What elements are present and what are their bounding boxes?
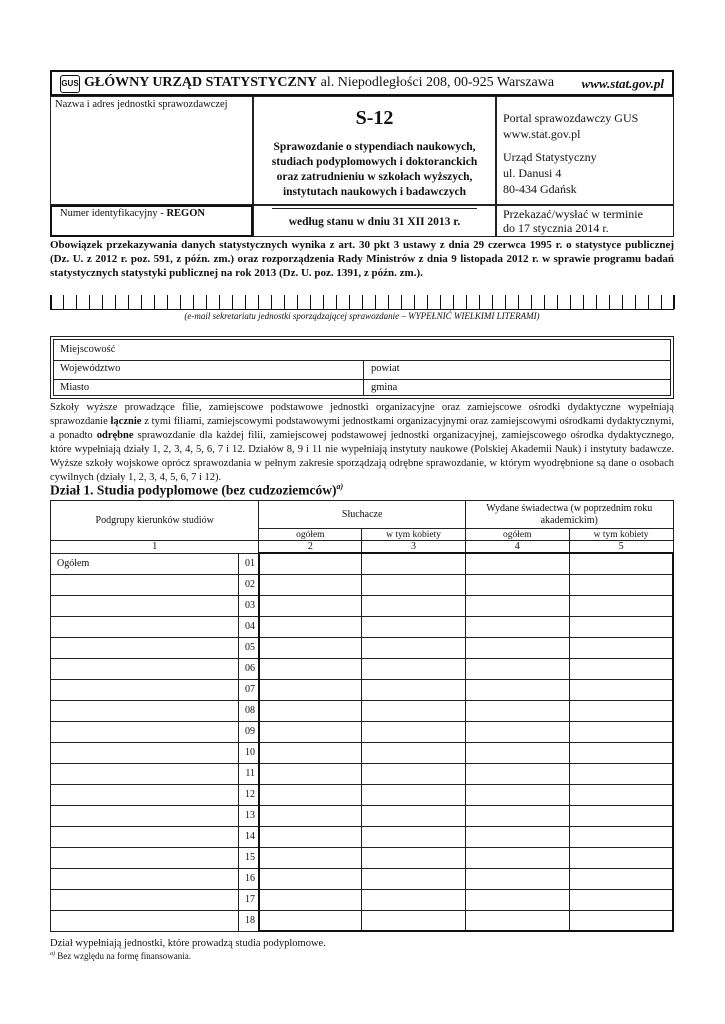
data-cell[interactable] (259, 889, 362, 910)
email-char-tick (557, 295, 558, 309)
email-field[interactable] (50, 294, 674, 310)
form-title-panel (253, 96, 496, 205)
row-label (51, 763, 239, 784)
note-mid: z tymi filiami, zamiejscowymi podstawowymi jednostkami organizacyjnymi oraz zamiejscowymi ośrodkami dydaktycznymi, a ponadto (50, 416, 674, 441)
office-name: GŁÓWNY URZĄD STATYSTYCZNY (84, 75, 318, 90)
email-char-tick (518, 295, 519, 309)
row-label (51, 826, 239, 847)
data-cell[interactable] (465, 910, 569, 931)
row-label (51, 637, 239, 658)
miejscowosc-label: Miejscowość (60, 344, 116, 355)
email-char-tick (232, 295, 233, 309)
note-bold-1: łącznie (110, 416, 142, 427)
row-number: 11 (239, 763, 259, 784)
data-cell[interactable] (259, 742, 362, 763)
row-number: 06 (239, 658, 259, 679)
email-char-tick (544, 295, 545, 309)
data-cell[interactable] (259, 595, 362, 616)
data-cell[interactable] (259, 700, 362, 721)
data-cell[interactable] (465, 826, 569, 847)
email-char-tick (128, 295, 129, 309)
office-line3: 80-434 Gdańsk (503, 182, 577, 196)
data-cell[interactable] (569, 679, 673, 700)
row-number: 16 (239, 868, 259, 889)
row-number: 07 (239, 679, 259, 700)
website: www.stat.gov.pl (581, 76, 664, 91)
data-cell[interactable] (259, 784, 362, 805)
row-number: 04 (239, 616, 259, 637)
form-title: Sprawozdanie o stypendiach naukowych, studiach podyplomowych i doktoranckich oraz zatrudnieniu w szkołach wyższych, instytutach naukowych i badawczych (271, 141, 478, 198)
footer-note-2-text: Bez względu na formę finansowania. (55, 951, 191, 961)
data-cell[interactable] (465, 616, 569, 637)
email-char-tick (401, 295, 402, 309)
data-cell[interactable] (569, 805, 673, 826)
regon-label: Numer identyfikacyjny - (60, 208, 167, 219)
data-cell[interactable] (259, 805, 362, 826)
row-number: 14 (239, 826, 259, 847)
data-cell[interactable] (569, 742, 673, 763)
email-char-tick (388, 295, 389, 309)
form-code: S-12 (355, 107, 394, 129)
data-cell[interactable] (465, 700, 569, 721)
data-cell[interactable] (569, 910, 673, 931)
powiat-field[interactable] (363, 360, 670, 380)
deadline-line2: do 17 stycznia 2014 r. (503, 221, 609, 235)
data-cell[interactable] (569, 553, 673, 574)
gus-logo-text: GUS (61, 79, 79, 88)
table-row (51, 700, 674, 721)
deadline-line1: Przekazać/wysłać w terminie (503, 207, 643, 221)
row-label (51, 616, 239, 637)
col-number-4: 4 (465, 541, 569, 554)
table-row (51, 595, 674, 616)
email-char-tick (323, 295, 324, 309)
data-cell[interactable] (569, 889, 673, 910)
data-cell[interactable] (465, 763, 569, 784)
regon-field[interactable] (50, 205, 253, 237)
email-char-tick (219, 295, 220, 309)
data-cell[interactable] (259, 553, 362, 574)
unit-name-label: Nazwa i adres jednostki sprawozdawczej (55, 99, 228, 110)
table-row (51, 616, 674, 637)
note-pre: Szkoły wyższe prowadzące filie, zamiejscowe podstawowe jednostki organizacyjne oraz zamiejscowe ośrodki dydaktyczne wypełniają sprawozdanie (50, 402, 674, 427)
unit-name-field[interactable] (50, 96, 253, 205)
col-group-header: Podgrupy kierunków studiów (51, 501, 259, 541)
col-number-2: 2 (259, 541, 362, 554)
row-number: 08 (239, 700, 259, 721)
row-label (51, 784, 239, 805)
row-label (51, 889, 239, 910)
row-number: 05 (239, 637, 259, 658)
table-row (51, 574, 674, 595)
email-char-tick (661, 295, 662, 309)
row-label (51, 658, 239, 679)
table-row (51, 721, 674, 742)
row-label (51, 805, 239, 826)
email-char-tick (76, 295, 77, 309)
data-cell[interactable] (465, 553, 569, 574)
header-bar (50, 70, 674, 96)
email-char-tick (167, 295, 168, 309)
row-label (51, 595, 239, 616)
row-number: 02 (239, 574, 259, 595)
email-char-tick (297, 295, 298, 309)
data-cell[interactable] (569, 595, 673, 616)
row-number: 17 (239, 889, 259, 910)
email-char-tick (414, 295, 415, 309)
students-header: Słuchacze (259, 501, 465, 529)
data-cell[interactable] (362, 679, 466, 700)
table-row (51, 889, 674, 910)
row-label (51, 910, 239, 931)
email-char-tick (193, 295, 194, 309)
email-char-tick (492, 295, 493, 309)
email-char-tick (427, 295, 428, 309)
powiat-label: powiat (371, 363, 400, 374)
data-cell[interactable] (465, 721, 569, 742)
section-title-text: Dział 1. Studia podyplomowe (bez cudzoziemców) (50, 482, 337, 498)
gmina-label: gmina (371, 382, 398, 393)
row-number: 15 (239, 847, 259, 868)
email-char-tick (89, 295, 90, 309)
data-cell[interactable] (465, 784, 569, 805)
data-cell[interactable] (362, 700, 466, 721)
data-cell[interactable] (362, 658, 466, 679)
data-cell[interactable] (362, 910, 466, 931)
diplomas-header: Wydane świadectwa (w poprzednim roku akademickim) (465, 501, 673, 529)
table-row (51, 679, 674, 700)
row-label (51, 679, 239, 700)
col-number-1: 1 (51, 541, 259, 554)
data-cell[interactable] (569, 826, 673, 847)
postgraduate-table (50, 500, 674, 932)
deadline-cell (496, 205, 674, 237)
email-char-tick (375, 295, 376, 309)
data-cell[interactable] (465, 658, 569, 679)
email-char-tick (63, 295, 64, 309)
data-cell[interactable] (362, 595, 466, 616)
row-label: Ogółem (51, 553, 239, 574)
row-label (51, 847, 239, 868)
data-cell[interactable] (362, 742, 466, 763)
data-cell[interactable] (465, 847, 569, 868)
table-row (51, 763, 674, 784)
data-cell[interactable] (465, 679, 569, 700)
row-label (51, 700, 239, 721)
data-cell[interactable] (465, 574, 569, 595)
data-cell[interactable] (465, 868, 569, 889)
data-cell[interactable] (569, 637, 673, 658)
office-panel (496, 96, 674, 205)
data-cell[interactable] (362, 805, 466, 826)
row-label (51, 742, 239, 763)
note-bold-2: odrębne (96, 430, 134, 441)
email-char-tick (635, 295, 636, 309)
data-cell[interactable] (362, 847, 466, 868)
office-line2: ul. Danusi 4 (503, 166, 562, 180)
data-cell[interactable] (259, 721, 362, 742)
email-char-tick (245, 295, 246, 309)
footer-note-1: Dział wypełniają jednostki, które prowadzą studia podyplomowe. (50, 938, 326, 949)
diplomas-total-header: ogółem (465, 529, 569, 541)
table-row (51, 658, 674, 679)
data-cell[interactable] (362, 889, 466, 910)
location-box (50, 336, 674, 399)
table-row (51, 847, 674, 868)
data-cell[interactable] (259, 910, 362, 931)
section-title (50, 482, 343, 499)
data-cell[interactable] (259, 574, 362, 595)
data-cell[interactable] (259, 679, 362, 700)
email-char-tick (583, 295, 584, 309)
row-number: 13 (239, 805, 259, 826)
table-row (51, 742, 674, 763)
table-row (51, 784, 674, 805)
email-caption: (e-mail sekretariatu jednostki sporządzającej sprawozdanie – WYPEŁNIĆ WIELKIMI LITERAMI) (184, 311, 540, 321)
row-label (51, 574, 239, 595)
email-char-tick (115, 295, 116, 309)
email-char-tick (505, 295, 506, 309)
regon-label-bold: REGON (166, 208, 205, 219)
row-number: 01 (239, 553, 259, 574)
row-label (51, 868, 239, 889)
email-char-tick (453, 295, 454, 309)
data-cell[interactable] (465, 595, 569, 616)
office-line1: Urząd Statystyczny (503, 150, 597, 164)
email-char-tick (102, 295, 103, 309)
data-cell[interactable] (569, 616, 673, 637)
data-cell[interactable] (362, 637, 466, 658)
email-char-tick (349, 295, 350, 309)
obligation-text: Obowiązek przekazywania danych statystycznych wynika z art. 30 pkt 3 ustawy z dnia 29 czerwca 1995 r. o statystyce publicznej (Dz. U. z 2012 r. poz. 591, z późn. zm.) oraz rozporządzenia Rady Ministrów z dnia 9 listopada 2012 r. w sprawie programu badań statystycznych statystyki publicznej na rok 2013 (Dz. U. poz. 1391, z późn. zm.). (50, 239, 674, 279)
email-char-tick (440, 295, 441, 309)
data-cell[interactable] (362, 784, 466, 805)
data-cell[interactable] (569, 868, 673, 889)
footer-note-2 (50, 951, 191, 961)
table-row (51, 868, 674, 889)
row-number: 12 (239, 784, 259, 805)
table-row (51, 637, 674, 658)
data-cell[interactable] (569, 784, 673, 805)
email-char-tick (154, 295, 155, 309)
email-char-tick (271, 295, 272, 309)
data-cell[interactable] (569, 700, 673, 721)
data-cell[interactable] (362, 826, 466, 847)
wojewodztwo-field[interactable] (54, 360, 364, 380)
data-cell[interactable] (362, 763, 466, 784)
data-cell[interactable] (465, 637, 569, 658)
email-char-tick (180, 295, 181, 309)
data-cell[interactable] (259, 616, 362, 637)
data-cell[interactable] (362, 721, 466, 742)
email-char-tick (531, 295, 532, 309)
row-number: 10 (239, 742, 259, 763)
data-cell[interactable] (259, 868, 362, 889)
data-cell[interactable] (259, 847, 362, 868)
data-cell[interactable] (569, 721, 673, 742)
data-cell[interactable] (569, 847, 673, 868)
email-char-tick (141, 295, 142, 309)
email-char-tick (362, 295, 363, 309)
data-cell[interactable] (569, 763, 673, 784)
footer-note-2-sup: a) (50, 951, 55, 957)
email-char-tick (596, 295, 597, 309)
email-char-tick (570, 295, 571, 309)
table-row (51, 805, 674, 826)
miasto-label: Miasto (60, 382, 90, 393)
note-post: sprawozdanie dla każdej filii, zamiejscowej podstawowej jednostki organizacyjnej, zamiejscowego ośrodka dydaktycznego, które wypełniają działy 1, 2, 3, 4, 5, 6, 7 i 12. Działów 8, 9 i 11 nie wypełniają instytuty naukowe (Polskiej Akademii Nauk) i instytuty badawcze. Wyższe szkoły wojskowe oprócz sprawozdania w pełnym zakresie sporządzają odrębne sprawozdanie, w którym wyodrębnione są dane o osobach cywilnych (działy 1, 2, 3, 4, 5, 6, 7 i 12). (50, 430, 674, 483)
data-cell[interactable] (362, 574, 466, 595)
row-number: 03 (239, 595, 259, 616)
data-cell[interactable] (362, 868, 466, 889)
gmina-field[interactable] (363, 379, 670, 395)
diplomas-women-header: w tym kobiety (569, 529, 673, 541)
miejscowosc-field[interactable] (54, 340, 670, 361)
instructions-note (50, 401, 674, 485)
data-cell[interactable] (465, 742, 569, 763)
table-row (51, 553, 674, 574)
email-char-tick (673, 295, 675, 309)
col-number-3: 3 (362, 541, 466, 554)
portal-line1: Portal sprawozdawczy GUS (503, 111, 639, 125)
students-total-header: ogółem (259, 529, 362, 541)
office-address: al. Niepodległości 208, 00-925 Warszawa (320, 75, 555, 90)
data-cell[interactable] (569, 574, 673, 595)
as-of-date: według stanu w dniu 31 XII 2013 r. (288, 216, 461, 228)
students-women-header: w tym kobiety (362, 529, 466, 541)
col-number-5: 5 (569, 541, 673, 554)
email-char-tick (609, 295, 610, 309)
data-cell[interactable] (259, 637, 362, 658)
email-char-tick (310, 295, 311, 309)
data-cell[interactable] (259, 826, 362, 847)
row-number: 18 (239, 910, 259, 931)
table-row (51, 910, 674, 931)
miasto-field[interactable] (54, 379, 364, 395)
gus-logo (60, 75, 80, 93)
data-cell[interactable] (362, 616, 466, 637)
data-cell[interactable] (569, 658, 673, 679)
email-char-tick (622, 295, 623, 309)
portal-line2: www.stat.gov.pl (503, 127, 581, 141)
email-char-tick (479, 295, 480, 309)
email-char-tick (466, 295, 467, 309)
row-number: 09 (239, 721, 259, 742)
table-row (51, 826, 674, 847)
data-cell[interactable] (465, 805, 569, 826)
email-char-tick (284, 295, 285, 309)
location-inner (53, 339, 671, 396)
email-char-tick (648, 295, 649, 309)
data-cell[interactable] (362, 553, 466, 574)
row-label (51, 721, 239, 742)
email-char-tick (258, 295, 259, 309)
email-char-tick (336, 295, 337, 309)
email-char-tick (50, 295, 52, 309)
data-cell[interactable] (259, 658, 362, 679)
section-title-sup: a) (336, 482, 344, 491)
email-char-tick (206, 295, 207, 309)
data-cell[interactable] (465, 889, 569, 910)
wojewodztwo-label: Województwo (60, 363, 121, 374)
data-cell[interactable] (259, 763, 362, 784)
as-of-cell (253, 205, 496, 237)
